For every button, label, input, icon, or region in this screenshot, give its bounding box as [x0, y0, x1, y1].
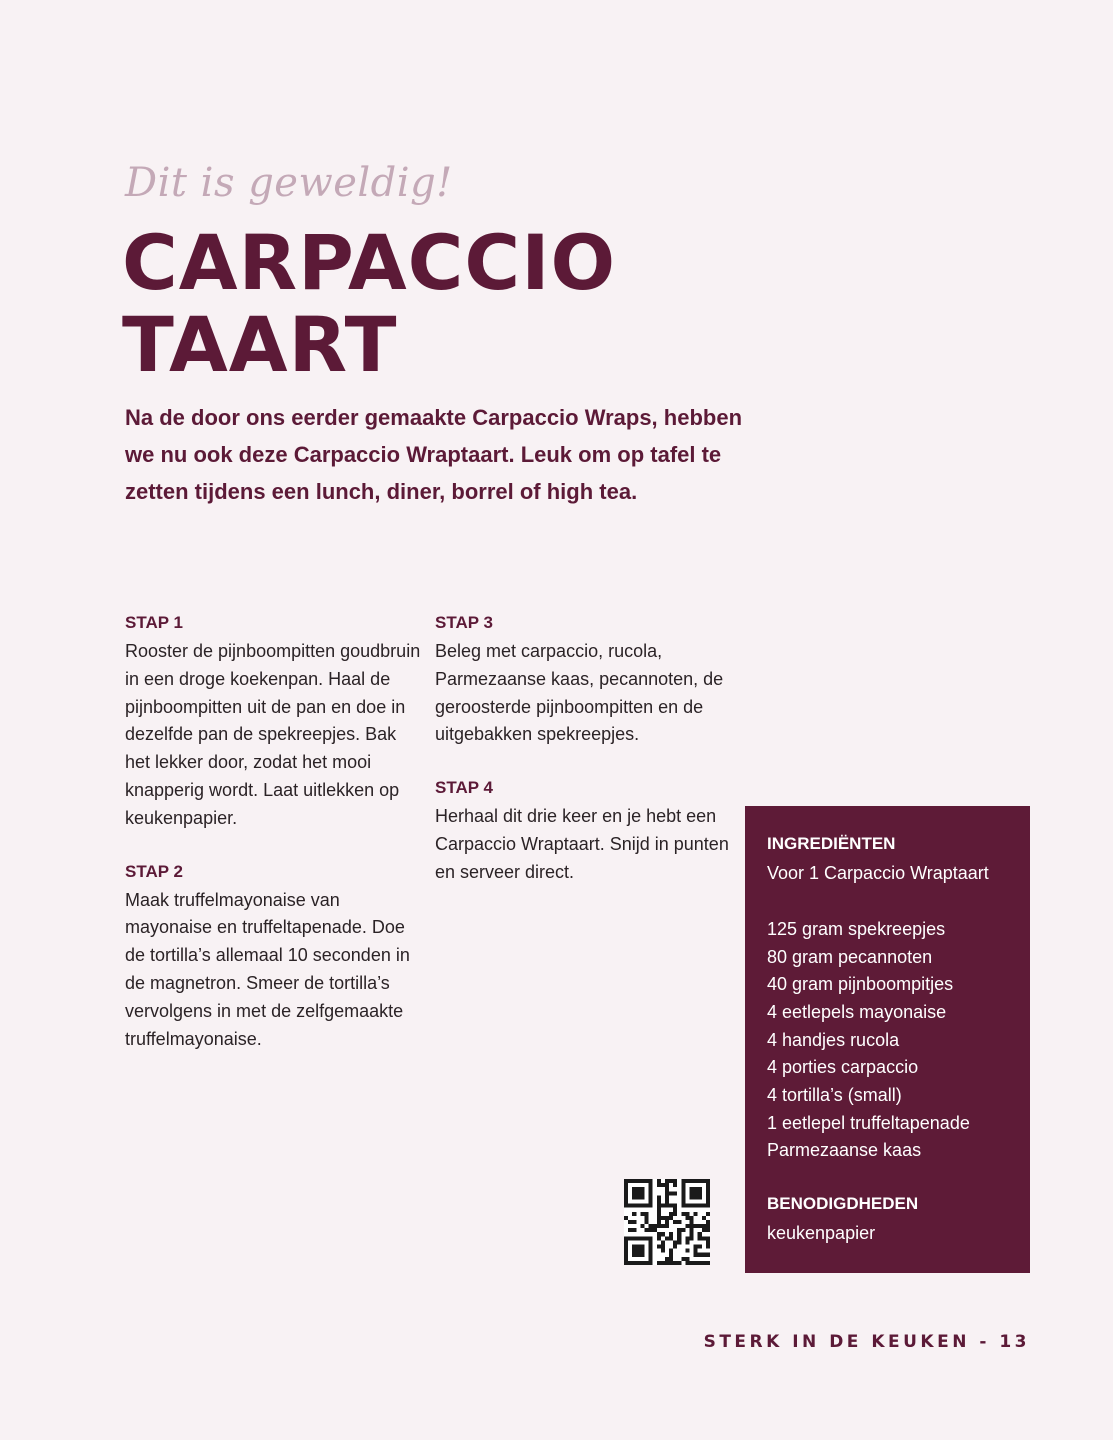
ingredient-item: 4 eetlepels mayonaise [767, 1001, 947, 1022]
step-4 [435, 777, 735, 886]
steps-column-left [125, 612, 425, 1081]
tools-heading: BENODIGDHEDEN [767, 1194, 919, 1214]
ingredient-item: 4 handjes rucola [767, 1029, 900, 1050]
ingredients-heading: INGREDIËNTEN [767, 834, 896, 853]
ingredients-serving: Voor 1 Carpaccio Wraptaart [767, 863, 989, 883]
title-line-1: CARPACCIO [122, 218, 617, 307]
step-3-heading: STAP 3 [435, 613, 493, 632]
step-2-heading: STAP 2 [125, 861, 183, 881]
step-3-body: Beleg met carpaccio, rucola, Parmezaanse kaas, pecannoten, de geroosterde pijnboompitten en de uitgebakken spekreepjes. [435, 641, 724, 745]
ingredient-item: 4 tortilla’s (small) [767, 1085, 902, 1106]
step-4-heading: STAP 4 [435, 778, 493, 798]
step-3 [435, 612, 735, 749]
ingredient-item: 40 gram pijnboompitjes [767, 974, 954, 995]
step-2-body: Maak truffelmayonaise van mayonaise en truffeltapenade. Doe de tortilla’s allemaal 10 seconden in de magnetron. Smeer de tortilla’s vervolgens in met de zelfgemaakte truffelmayonaise. [125, 889, 410, 1049]
tagline: Dit is geweldig! [125, 160, 453, 206]
step-1-body: Rooster de pijnboompitten goudbruin in een droge koekenpan. Haal de pijnboompitten uit de pan en doe in dezelfde pan de spekreepjes. Bak het lekker door, zodat het mooi knapperig wordt. Laat uitlekken op keukenpapier. [125, 641, 421, 828]
tools-section [767, 1193, 1030, 1248]
tools-item: keukenpapier [767, 1223, 876, 1244]
page-title [122, 218, 617, 389]
page-footer: STERK IN DE KEUKEN - 13 [703, 1332, 1030, 1352]
ingredient-item: 80 gram pecannoten [767, 946, 933, 967]
title-line-2: TAART [122, 300, 398, 389]
step-1 [125, 612, 425, 833]
ingredients-box [745, 806, 1030, 1273]
ingredient-item: 125 gram spekreepjes [767, 918, 946, 939]
ingredient-item: 1 eetlepel truffeltapenade [767, 1112, 970, 1133]
ingredient-item: 4 porties carpaccio [767, 1057, 919, 1078]
step-4-body: Herhaal dit drie keer en je hebt een Carpaccio Wraptaart. Snijd in punten en serveer direct. [435, 806, 729, 882]
steps-column-middle [435, 612, 735, 915]
ingredient-item: Parmezaanse kaas [767, 1140, 922, 1161]
qr-code-icon[interactable] [624, 1179, 710, 1265]
step-1-heading: STAP 1 [125, 613, 183, 632]
ingredients-list [767, 916, 1030, 1165]
intro-text: Na de door ons eerder gemaakte Carpaccio Wraps, hebben we nu ook deze Carpaccio Wraptaart. Leuk om op tafel te zetten tijdens een lunch, diner, borrel of high tea. [125, 405, 743, 504]
step-2 [125, 861, 425, 1054]
